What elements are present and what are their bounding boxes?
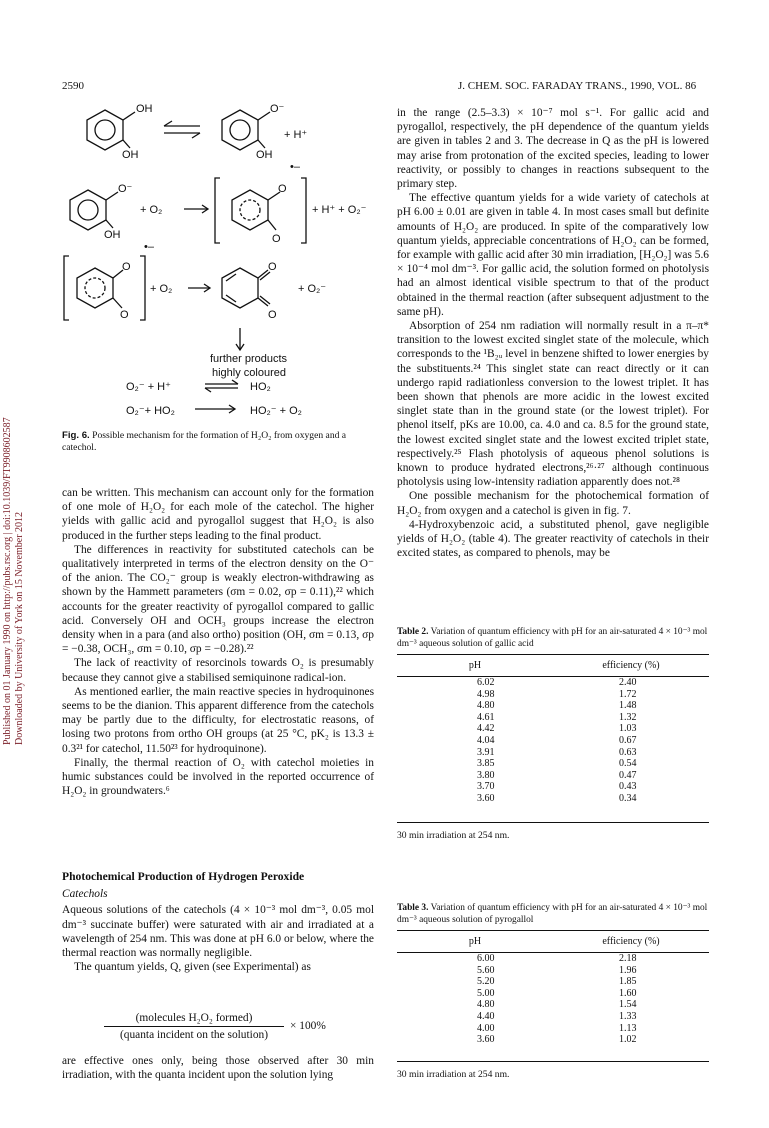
equation-numerator: (molecules H₂O₂ formed) bbox=[104, 1012, 284, 1027]
cell-ph: 4.40 bbox=[477, 1010, 495, 1022]
label-o-1: O bbox=[278, 183, 287, 195]
left-paragraph-7: The quantum yields, Q, given (see Experimental) as bbox=[74, 961, 311, 974]
sidebar-line-published[interactable]: Published on 01 January 1990 on http://pubs.rsc.org | doi:10.1039/FT9908602587 bbox=[2, 417, 13, 745]
table2-caption bbox=[397, 627, 709, 650]
table-row bbox=[397, 712, 709, 724]
table-row bbox=[397, 1011, 709, 1023]
label-o-3: O bbox=[122, 261, 131, 273]
cell-ph: 4.42 bbox=[477, 723, 495, 735]
table3-label: Table 3. bbox=[397, 903, 429, 913]
cell-efficiency: 1.96 bbox=[619, 964, 637, 976]
table-row bbox=[397, 988, 709, 1000]
cell-efficiency: 1.60 bbox=[619, 987, 637, 999]
right-paragraph-4: One possible mechanism for the photochemical formation of H₂O₂ from oxygen and a catechol is given in fig. 7. bbox=[397, 490, 709, 517]
table2-caption-text: Variation of quantum efficiency with pH for an air-saturated 4 × 10⁻³ mol dm⁻³ aqueous solution of gallic acid bbox=[397, 627, 708, 649]
left-column-end bbox=[62, 1054, 374, 1082]
table3-header-ph: pH bbox=[397, 931, 553, 953]
reaction-arrow-3 bbox=[188, 284, 210, 292]
cell-efficiency: 1.03 bbox=[619, 723, 637, 735]
table2-footnote: 30 min irradiation at 254 nm. bbox=[397, 822, 709, 841]
right-paragraph-3: Absorption of 254 nm radiation will normally result in a π–π* transition to the lowest excited singlet state of the molecule, which corresponds to the ¹B₂ᵤ level in benzene shifted to lower energies by the substituents.²⁴ This singlet state can react directly or it can undergo rapid radiationless conversion to the lowest triplet. It has been shown that phenols are more acidic in the lowest excited singlet state than in the ground state (or the lowest triplet). For phenol itself, pKs are 10.00, ca. 4.0 and ca. 8.5 for the ground state, the lowest excited singlet state and the lowest excited triplet state, respectively.²⁵ Flash photolysis of aqueous phenol solutions is known to produce hydrated electrons,²⁶·²⁷ although continuous photolysis using low-intensity radiation apparently does not.²⁸ bbox=[397, 320, 709, 489]
left-paragraph-4: As mentioned earlier, the main reactive species in hydroquinones seems to be the dianion. This apparent difference from the catechols may be partly due to the difficulty, for electrostatic reasons, of losing two protons from ortho OH groups (at 25 °C, pK₂ is 13.3 ± 0.3²¹ for catechol, 11.50²³ for hydroquinone). bbox=[62, 685, 374, 755]
cell-ph: 3.80 bbox=[477, 769, 495, 781]
cell-efficiency: 0.47 bbox=[619, 769, 637, 781]
reaction-arrow-2 bbox=[184, 205, 208, 213]
left-paragraph-1: can be written. This mechanism can account only for the formation of one mole of H₂O₂ for each mole of the catechol. The higher yields with gallic acid and pyrogallol suggest that H₂O₂ is also produced in the further steps leading to the final product. bbox=[62, 487, 374, 542]
right-paragraph-1: in the range (2.5–3.3) × 10⁻⁷ mol s⁻¹. For gallic acid and pyrogallol, respectively, the pH dependence of the quantum yields are given in tables 2 and 3. The decrease in Q as the pH is lowered may arise from protonation of the excited species, leading to lower reactivity, or possibly to changes in reactions subsequent to the primary step. bbox=[397, 107, 709, 191]
label-charge-1: •– bbox=[290, 161, 300, 173]
cell-ph: 4.61 bbox=[477, 711, 495, 723]
label-ominus-1: O⁻ bbox=[270, 103, 285, 115]
cell-ph: 3.60 bbox=[477, 1034, 495, 1046]
table-row bbox=[397, 677, 709, 689]
equilibrium-arrow-4 bbox=[205, 380, 238, 392]
table2-header-ph: pH bbox=[397, 655, 553, 677]
cell-efficiency: 1.72 bbox=[619, 688, 637, 700]
section-heading: Photochemical Production of Hydrogen Peroxide bbox=[62, 870, 305, 883]
label-ominus-2: O⁻ bbox=[118, 183, 133, 195]
table-row bbox=[397, 1023, 709, 1035]
label-oh-2: OH bbox=[122, 149, 139, 161]
label-oh-4: OH bbox=[104, 229, 121, 241]
section-subheading: Catechols bbox=[62, 888, 108, 901]
table-row bbox=[397, 965, 709, 977]
table3-block bbox=[397, 903, 709, 1080]
label-o-4: O bbox=[120, 309, 129, 321]
cell-ph: 4.98 bbox=[477, 688, 495, 700]
right-paragraph-2: The effective quantum yields for a wide variety of catechols at pH 6.00 ± 0.01 are given in table 4. In most cases small but definite amounts of H₂O₂ are produced. In spite of the comparatively low quantum yields, appreciable concentrations of H₂O₂ can be formed, for example with gallic acid after 30 min irradiation, [H₂O₂] was 5.6 × 10⁻⁴ mol dm⁻³. For gallic acid, the solution formed on photolysis had an almost identical visible spectrum to that of the product obtained in the thermal reaction (after subsequent adjustment to the same pH). bbox=[397, 192, 709, 318]
cell-ph: 3.85 bbox=[477, 758, 495, 770]
table2-block bbox=[397, 627, 709, 841]
semiquinone-bracket-3 bbox=[64, 256, 145, 320]
table-row bbox=[397, 793, 709, 808]
equation-multiplier: × 100% bbox=[290, 1020, 326, 1032]
label-plus-o2minus: + O₂⁻ bbox=[298, 283, 327, 295]
right-column bbox=[397, 106, 709, 561]
label-highly-coloured: highly coloured bbox=[212, 367, 286, 379]
catecholate-ring-2 bbox=[70, 190, 118, 230]
table2-body bbox=[397, 677, 709, 808]
table-row bbox=[397, 781, 709, 793]
table3-caption-text: Variation of quantum efficiency with pH for an air-saturated 4 × 10⁻³ mol dm⁻³ aqueous solution of pyrogallol bbox=[397, 903, 708, 925]
equation-denominator: (quanta incident on the solution) bbox=[119, 1029, 269, 1041]
fig6-label: Fig. 6. bbox=[62, 430, 90, 441]
cell-efficiency: 1.54 bbox=[619, 999, 637, 1011]
table-row bbox=[397, 700, 709, 712]
eq2-left: O₂⁻+ HO₂ bbox=[126, 405, 175, 417]
cell-ph: 6.00 bbox=[477, 953, 495, 964]
cell-ph: 3.60 bbox=[477, 792, 495, 804]
table-row bbox=[397, 735, 709, 747]
cell-efficiency: 2.40 bbox=[619, 677, 637, 688]
table3-body bbox=[397, 953, 709, 1049]
table-row bbox=[397, 999, 709, 1011]
equation-fraction bbox=[104, 1012, 284, 1041]
semiquinone-bracket-2 bbox=[215, 178, 306, 243]
right-paragraph-5: 4-Hydroxybenzoic acid, a substituted phenol, gave negligible yields of H₂O₂ (table 4). The greater reactivity of catechols in their excited states, as compared to phenols, may be bbox=[397, 518, 709, 560]
table3 bbox=[397, 930, 709, 1049]
cell-ph: 4.04 bbox=[477, 734, 495, 746]
cell-efficiency: 0.67 bbox=[619, 734, 637, 746]
cell-ph: 5.60 bbox=[477, 964, 495, 976]
left-paragraph-6: Aqueous solutions of the catechols (4 × 10⁻³ mol dm⁻³, 0.05 mol dm⁻³ succinate buffer) were saturated with air and irradiated at a wavelength of 254 nm. This was done at pH 6.0 or below, where the thermal reaction was normally negligible. bbox=[62, 904, 374, 960]
page-number: 2590 bbox=[62, 80, 84, 92]
table-row bbox=[397, 976, 709, 988]
left-paragraph-2: The differences in reactivity for substituted catechols can be qualitatively interpreted in terms of the electron density on the O⁻ of the anion. The CO₂⁻ group is weakly electron-withdrawing as shown by the Hammett parameters (σm = 0.02, σp = 0.11),²² which accounts for the greater reactivity of pyrogallol compared to gallic acid. Conversely OH and OCH₃ groups increase the electron density when in a para (and also ortho) position (OH, σm = 0.13, σp = −0.38, OCH₃, σm = 0.10, σp = −0.28).²² bbox=[62, 543, 374, 656]
table-row bbox=[397, 747, 709, 759]
cell-efficiency: 1.33 bbox=[619, 1010, 637, 1022]
left-column-section bbox=[62, 870, 374, 974]
left-column bbox=[62, 486, 374, 798]
label-plus-h-o2minus: + H⁺ + O₂⁻ bbox=[312, 204, 367, 216]
cell-efficiency: 1.13 bbox=[619, 1022, 637, 1034]
cell-ph: 4.80 bbox=[477, 999, 495, 1011]
cell-ph: 4.00 bbox=[477, 1022, 495, 1034]
cell-ph: 5.20 bbox=[477, 976, 495, 988]
eq1-right: HO₂ bbox=[250, 381, 271, 393]
cell-efficiency: 0.54 bbox=[619, 758, 637, 770]
label-further-products: further products bbox=[210, 353, 288, 365]
label-charge-2: •– bbox=[144, 241, 154, 253]
cell-efficiency: 1.85 bbox=[619, 976, 637, 988]
journal-header: J. CHEM. SOC. FARADAY TRANS., 1990, VOL. 86 bbox=[458, 80, 697, 92]
fig6-text: Possible mechanism for the formation of H₂O₂ from oxygen and a catechol. bbox=[62, 430, 347, 453]
sidebar-line-downloaded[interactable]: Downloaded by University of York on 15 November 2012 bbox=[14, 511, 25, 745]
cell-efficiency: 0.34 bbox=[619, 792, 637, 804]
cell-efficiency: 0.63 bbox=[619, 746, 637, 758]
eq1-left: O₂⁻ + H⁺ bbox=[126, 381, 171, 393]
table2 bbox=[397, 654, 709, 808]
quinone-ring bbox=[222, 268, 270, 308]
label-plus-o2-1: + O₂ bbox=[140, 204, 163, 216]
reaction-scheme-figure bbox=[60, 98, 380, 428]
table-row bbox=[397, 723, 709, 735]
catechol-ring-1 bbox=[87, 110, 135, 150]
equilibrium-arrow-1 bbox=[164, 121, 200, 138]
cell-efficiency: 1.48 bbox=[619, 700, 637, 712]
table2-header-efficiency: efficiency (%) bbox=[553, 655, 709, 677]
cell-ph: 4.80 bbox=[477, 700, 495, 712]
cell-efficiency: 1.32 bbox=[619, 711, 637, 723]
table3-footnote: 30 min irradiation at 254 nm. bbox=[397, 1061, 709, 1080]
label-oh-3: OH bbox=[256, 149, 273, 161]
table3-header-efficiency: efficiency (%) bbox=[553, 931, 709, 953]
label-o-5: O bbox=[268, 261, 277, 273]
label-o-2: O bbox=[272, 233, 281, 245]
table-row bbox=[397, 770, 709, 782]
table-row bbox=[397, 1034, 709, 1049]
left-paragraph-8: are effective ones only, being those observed after 30 min irradiation, with the quanta incident upon the solution lying bbox=[62, 1055, 374, 1082]
left-paragraph-5: Finally, the thermal reaction of O₂ with catechol moieties in humic substances could be involved in the reported occurrence of H₂O₂ in groundwaters.⁶ bbox=[62, 756, 374, 798]
cell-ph: 6.02 bbox=[477, 677, 495, 688]
table3-caption bbox=[397, 903, 709, 926]
label-plus-h: + H⁺ bbox=[284, 129, 308, 141]
table-row bbox=[397, 758, 709, 770]
table-row bbox=[397, 689, 709, 701]
cell-efficiency: 2.18 bbox=[619, 953, 637, 964]
cell-efficiency: 0.43 bbox=[619, 781, 637, 793]
label-oh-1: OH bbox=[136, 103, 153, 115]
fig6-caption bbox=[62, 430, 374, 454]
left-paragraph-3: The lack of reactivity of resorcinols towards O₂ is presumably because they cannot give a stabilised semiquinone radical-ion. bbox=[62, 657, 374, 684]
reaction-arrow-5 bbox=[195, 405, 235, 413]
label-o-6: O bbox=[268, 309, 277, 321]
down-arrow bbox=[236, 328, 244, 350]
cell-ph: 5.00 bbox=[477, 987, 495, 999]
cell-efficiency: 1.02 bbox=[619, 1034, 637, 1046]
eq2-right: HO₂⁻ + O₂ bbox=[250, 405, 302, 417]
cell-ph: 3.91 bbox=[477, 746, 495, 758]
cell-ph: 3.70 bbox=[477, 781, 495, 793]
sidebar-citation bbox=[2, 200, 25, 760]
table-row bbox=[397, 953, 709, 965]
label-plus-o2-2: + O₂ bbox=[150, 283, 173, 295]
catecholate-ring-1 bbox=[222, 110, 270, 150]
table2-label: Table 2. bbox=[397, 627, 429, 637]
